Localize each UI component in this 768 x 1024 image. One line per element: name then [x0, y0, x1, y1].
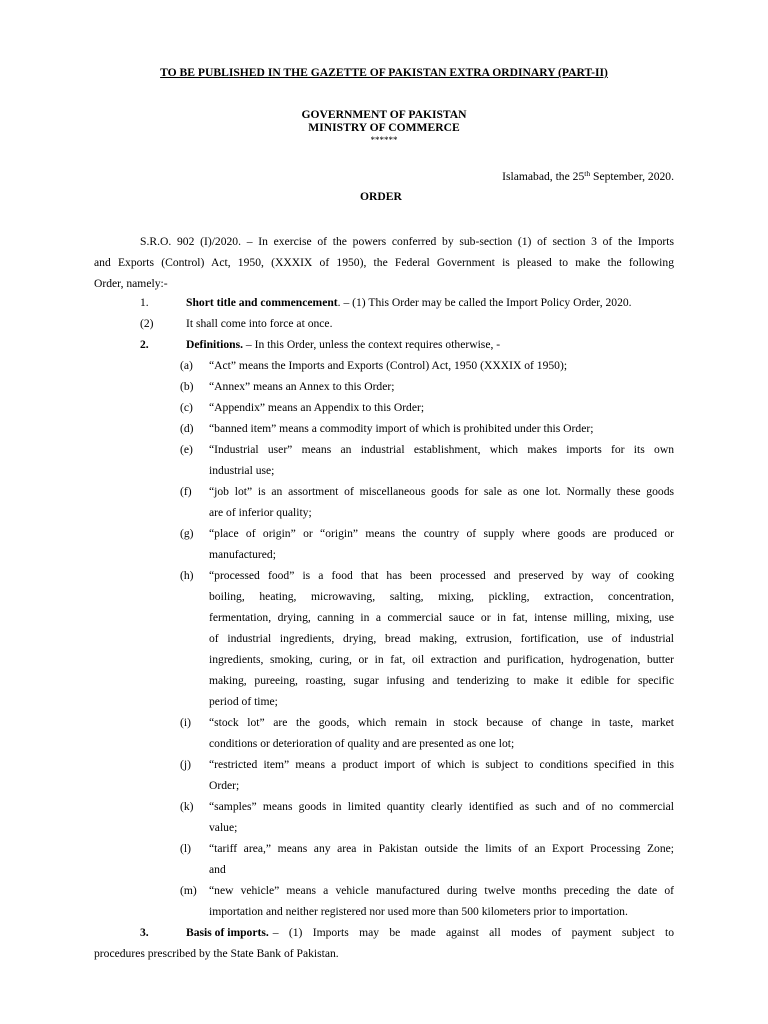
definition-k-label: (k) — [180, 800, 194, 813]
definition-b-line-1: “Annex” means an Annex to this Order; — [209, 380, 395, 393]
definition-d-line-1: “banned item” means a commodity import of which is prohibited under this Order; — [209, 422, 594, 435]
government-heading: GOVERNMENT OF PAKISTAN — [301, 108, 467, 121]
definition-b-label: (b) — [180, 380, 194, 393]
definition-h-line-6: making, pureeing, roasting, sugar infusing and tenderizing to make it edible for specific — [209, 674, 674, 687]
definition-g-line-1: “place of origin” or “origin” means the country of supply where goods are produced or — [209, 527, 674, 540]
dateline-prefix: Islamabad, the 25 — [502, 170, 585, 183]
definition-h-line-4: of industrial ingredients, drying, bread making, extrusion, fortification, use of industrial — [209, 632, 674, 645]
clause-1-heading: Short title and commencement — [186, 296, 338, 309]
clause-1-number: 1. — [140, 296, 149, 309]
definition-g-line-2: manufactured; — [209, 548, 276, 561]
definition-e-line-1: “Industrial user” means an industrial establishment, which makes imports for its own — [209, 443, 674, 456]
definition-m-line-1: “new vehicle” means a vehicle manufactured during twelve months preceding the date of — [209, 884, 674, 897]
clause-2-rest: – In this Order, unless the context requires otherwise, - — [243, 338, 501, 351]
clause-1-text — [186, 297, 632, 309]
definition-c-label: (c) — [180, 401, 193, 414]
clause-3-heading: Basis of imports. — [186, 926, 269, 939]
definition-i-line-1: “stock lot” are the goods, which remain in stock because of change in taste, market — [209, 716, 674, 729]
clause-3-text — [186, 927, 674, 939]
definition-i-label: (i) — [180, 716, 191, 729]
definition-j-line-2: Order; — [209, 779, 240, 792]
clause-2-number: 2. — [140, 338, 149, 351]
definition-h-line-7: period of time; — [209, 695, 278, 708]
clause-1-sub-number: (2) — [140, 317, 154, 330]
clause-3-line-2: procedures prescribed by the State Bank of Pakistan. — [94, 947, 339, 960]
stars-separator: ****** — [370, 135, 398, 145]
definition-l-label: (l) — [180, 842, 191, 855]
definition-d-label: (d) — [180, 422, 194, 435]
definition-i-line-2: conditions or deterioration of quality and are presented as one lot; — [209, 737, 515, 750]
clause-1-rest: . – (1) This Order may be called the Import Policy Order, 2020. — [337, 296, 632, 309]
definition-k-line-1: “samples” means goods in limited quantity clearly identified as such and of no commercial — [209, 800, 674, 813]
definition-f-line-1: “job lot” is an assortment of miscellaneous goods for sale as one lot. Normally these goods — [209, 485, 674, 498]
dateline-sup: th — [584, 169, 591, 178]
dateline — [502, 171, 674, 183]
clause-1-sub-text: It shall come into force at once. — [186, 317, 333, 330]
ministry-heading: MINISTRY OF COMMERCE — [308, 121, 460, 134]
definition-a-line-1: “Act” means the Imports and Exports (Control) Act, 1950 (XXXIX of 1950); — [209, 359, 568, 372]
dateline-suffix: September, 2020. — [590, 170, 674, 183]
definition-f-label: (f) — [180, 485, 192, 498]
definition-h-line-1: “processed food” is a food that has been processed and preserved by way of cooking — [209, 569, 674, 582]
definition-j-label: (j) — [180, 758, 191, 771]
definition-h-line-5: ingredients, smoking, curing, or in fat, oil extraction and purification, hydrogenation, butter — [209, 653, 674, 666]
preamble-line-1: S.R.O. 902 (I)/2020. – In exercise of the powers conferred by sub-section (1) of section 3 of the Imports — [140, 235, 674, 248]
definition-l-line-1: “tariff area,” means any area in Pakistan outside the limits of an Export Processing Zone; — [209, 842, 674, 855]
gazette-heading: TO BE PUBLISHED IN THE GAZETTE OF PAKISTAN EXTRA ORDINARY (PART-II) — [160, 66, 608, 79]
clause-2-text — [186, 339, 500, 351]
definition-k-line-2: value; — [209, 821, 238, 834]
clause-3-rest: – (1) Imports may be made against all modes of payment subject to — [272, 926, 674, 939]
definition-a-label: (a) — [180, 359, 193, 372]
preamble-line-3: Order, namely:- — [94, 277, 168, 290]
definition-f-line-2: are of inferior quality; — [209, 506, 312, 519]
clause-3-number: 3. — [140, 926, 149, 939]
definition-l-line-2: and — [209, 863, 226, 876]
definition-j-line-1: “restricted item” means a product import of which is subject to conditions specified in this — [209, 758, 674, 771]
definition-m-label: (m) — [180, 884, 197, 897]
definition-c-line-1: “Appendix” means an Appendix to this Order; — [209, 401, 425, 414]
definition-h-line-2: boiling, heating, microwaving, salting, mixing, pickling, extraction, concentration, — [209, 590, 674, 603]
definition-e-line-2: industrial use; — [209, 464, 275, 477]
preamble-line-2: and Exports (Control) Act, 1950, (XXXIX of 1950), the Federal Government is pleased to make the following — [94, 256, 674, 269]
order-title: ORDER — [360, 190, 402, 203]
clause-2-heading: Definitions. — [186, 338, 244, 351]
definition-e-label: (e) — [180, 443, 193, 456]
definition-m-line-2: importation and neither registered nor used more than 500 kilometers prior to importation. — [209, 905, 628, 918]
definition-h-line-3: fermentation, drying, canning in a commercial sauce or in fat, intense milling, mixing, use — [209, 611, 674, 624]
definition-h-label: (h) — [180, 569, 194, 582]
definition-g-label: (g) — [180, 527, 194, 540]
